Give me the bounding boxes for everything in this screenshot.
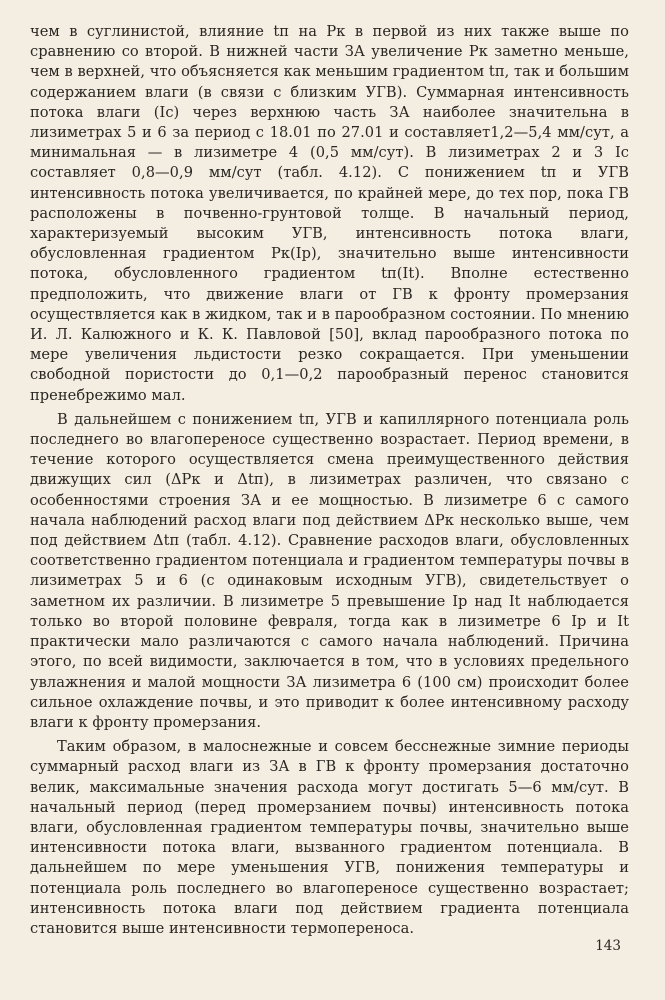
paragraph-3: Таким образом, в малоснежные и совсем бесснежные зимние периоды суммарный расход влаги из ЗА в ГВ к фронту промерзания достаточно велик, максимальные значения расхода могут достигать 5—6 мм/сут. В начальный период (перед промерзанием почвы) интенсивность потока влаги, обусловленная градиентом температуры почвы, значительно выше интенсивности потока влаги, вызванного градиентом потенциала. В дальнейшем по мере уменьшения УГВ, понижения температуры и потенциала роль последнего во влагопереносе существенно возрастает; интенсивность потока влаги под действием градиента потенциала становится выше интенсивности термопереноса. — [30, 738, 629, 937]
page-number: 143 — [595, 938, 621, 954]
paragraph-1: чем в суглинистой, влияние tп на Рк в первой из них также выше по сравнению со второй. В нижней части ЗА увеличение Рк заметно меньше, чем в верхней, что объясняется как меньшим градиентом tп, так и большим содержанием влаги (в связи с близким УГВ). Суммарная интенсивность потока влаги (Ic) через верхнюю часть ЗА наиболее значительна в лизиметрах 5 и 6 за период с 18.01 по 27.01 и составляет1,2—5,4 мм/сут, а минимальная — в лизиметре 4 (0,5 мм/сут). В лизиметрах 2 и 3 Ic составляет 0,8—0,9 мм/сут (табл. 4.12). С понижением tп и УГВ интенсивность потока увеличивается, по крайней мере, до тех пор, пока ГВ расположены в почвенно-грунтовой толще. В начальный период, характеризуемый высоким УГВ, интенсивность потока влаги, обусловленная градиентом Рк(Ip), значительно выше интенсивности потока, обусловленного градиентом tп(It). Вполне естественно предположить, что движение влаги от ГВ к фронту промерзания осуществляется как в жидком, так и в парообразном состоянии. По мнению И. Л. Калюжного и К. К. Павловой [50], вклад парообразного потока по мере увеличения льдистости резко сокращается. При уменьшении свободной пористости до 0,1—0,2 парообразный перенос становится пренебрежимо мал. — [30, 23, 629, 404]
paragraph-2: В дальнейшем с понижением tп, УГВ и капиллярного потенциала роль последнего во влагопереносе существенно возрастает. Период времени, в течение которого осуществляется смена преимущественного действия движущих сил (ΔРк и Δtп), в лизиметрах различен, что связано с особенностями строения ЗА и ее мощностью. В лизиметре 6 с самого начала наблюдений расход влаги под действием ΔРк несколько выше, чем под действием Δtп (табл. 4.12). Сравнение расходов влаги, обусловленных соответственно градиентом потенциала и градиентом температуры почвы в лизиметрах 5 и 6 (с одинаковым исходным УГВ), свидетельствует о заметном их различии. В лизиметре 5 превышение Ip над It наблюдается только во второй половине февраля, тогда как в лизиметре 6 Ip и It практически мало различаются с самого начала наблюдений. Причина этого, по всей видимости, заключается в том, что в условиях предельного увлажнения и малой мощности ЗА лизиметра 6 (100 см) происходит более сильное охлаждение почвы, и это приводит к более интенсивному расходу влаги к фронту промерзания. — [30, 410, 629, 731]
